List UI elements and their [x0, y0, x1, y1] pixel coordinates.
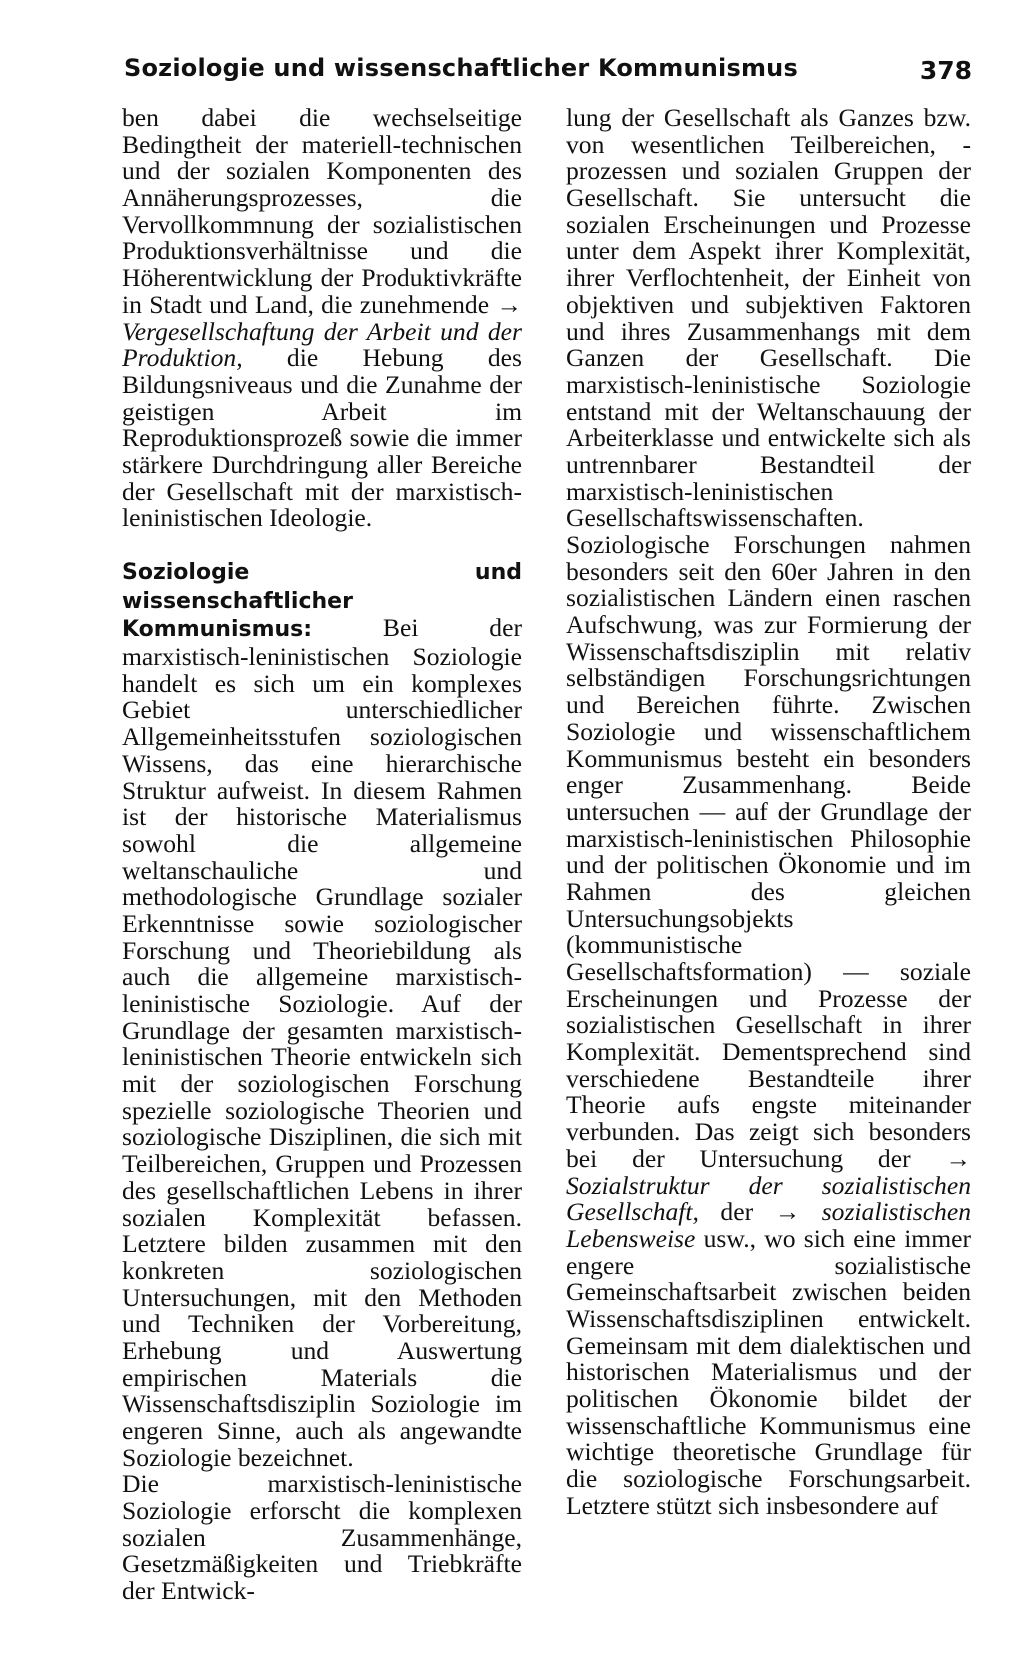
left-column [122, 105, 522, 1605]
paragraph-text: die Hebung des Bildungsniveaus und die Zunahme der geistigen Arbeit im Reproduktionsprozeß sowie die immer stärkere Durchdringung aller Bereiche der Gesellschaft mit der marxistisch-leninistischen Ideologie. [122, 343, 522, 533]
cross-reference: Vergesellschaftung der Arbeit und der Produktion, [122, 316, 522, 373]
paragraph: Die marxistisch-leninistische Soziologie erforscht die komplexen sozialen Zusammenhänge, Gesetzmäßigkeiten und Triebkräfte der Entwick- [122, 1469, 522, 1606]
paragraph-text: usw., wo sich eine immer engere sozialistische Gemeinschaftsarbeit zwischen beiden Wissenschaftsdisziplinen entwickelt. Gemeinsam mit dem dialektischen und historischen Materialismus und der politischen Ökonomie bildet der wissenschaftliche Kommunismus eine wichtige theoretische Grundlage für die soziologische Forschungsarbeit. Letztere stützt sich insbesondere auf [566, 1223, 971, 1520]
paragraph-text: ben dabei die wechselseitige Bedingtheit der materiell-technischen und der sozialen Komponenten des Annäherungsprozesses, die Vervollkommnung der sozialistischen Produktionsverhältnisse und die Höherentwicklung der Produktivkräfte in Stadt und Land, die zunehmende [122, 103, 522, 319]
paragraph-text: lung der Gesellschaft als Ganzes bzw. von wesentlichen Teilbereichen, -prozessen und sozialen Gruppen der Gesellschaft. Sie untersucht die sozialen Erscheinungen und Prozesse unter dem Aspekt ihrer Komplexität, ihrer Verflochtenheit, der Einheit von objektiven und subjektiven Faktoren und ihres Zusammenhangs mit dem Ganzen der Gesellschaft. Die marxistisch-leninistische Soziologie entstand mit der Weltanschauung der Arbeiterklasse und entwickelte sich als untrennbarer Bestandteil der marxistisch-leninistischen Gesellschaftswissenschaften. Soziologische Forschungen nahmen besonders seit den 60er Jahren in den sozialistischen Ländern einen raschen Aufschwung, was zur Formierung der Wissenschaftsdisziplin mit relativ selbständigen Forschungsrichtungen und Bereichen führte. Zwischen Soziologie und wissenschaftlichem Kommunismus besteht ein besonders enger Zusammenhang. Beide untersuchen — auf der Grundlage der marxistisch-leninistischen Philosophie und der politischen Ökonomie und im Rahmen des gleichen Untersuchungsobjekts (kommunistische Gesellschaftsformation) — soziale Erscheinungen und Prozesse der sozialistischen Gesellschaft in ihrer Komplexität. Dementsprechend sind verschiedene Bestandteile ihrer Theorie aufs engste miteinander verbunden. Das zeigt sich besonders bei der Untersuchung der [566, 103, 971, 1173]
entry-headword: Soziologie und wissenschaftlicher Kommunismus: [122, 560, 522, 643]
running-head: Soziologie und wissenschaftlicher Kommunismus [124, 54, 798, 82]
cross-reference-arrow: → [945, 1143, 971, 1173]
entry-text: Bei der marxistisch-leninistischen Soziologie handelt es sich um ein komplexes Gebiet unterschiedlicher Allgemeinheitsstufen soziologischen Wissens, das eine hierarchische Struktur aufweist. In diesem Rahmen ist der historische Materialismus sowohl die allgemeine weltanschauliche und methodologische Grundlage sozialer Erkenntnisse sowie soziologischer Forschung und Theoriebildung als auch die allgemeine marxistisch-leninistische Soziologie. Auf der Grundlage der gesamten marxistisch-leninistischen Theorie entwickeln sich mit der soziologischen Forschung spezielle soziologische Theorien und soziologische Disziplinen, die sich mit Teilbereichen, Gruppen und Prozessen des gesellschaftlichen Lebens in ihrer sozialen Komplexität befassen. Letztere bilden zusammen mit den konkreten soziologischen Untersuchungen, mit den Methoden und Techniken der Vorbereitung, Erhebung und Auswertung empirischen Materials die Wissenschaftsdisziplin Soziologie im engeren Sinne, auch als angewandte Soziologie bezeichnet. [122, 613, 522, 1472]
dictionary-entry [122, 558, 522, 1471]
paragraph-continuation [566, 105, 971, 1519]
cross-reference-arrow: → [496, 289, 522, 319]
paragraph-continuation [122, 105, 522, 532]
cross-reference-arrow: → [774, 1197, 801, 1227]
paragraph-text: der [698, 1197, 775, 1227]
page-number: 378 [919, 56, 972, 85]
cross-reference: Sozialstruktur der sozialistischen Gesellschaft, [566, 1170, 971, 1227]
cross-reference: sozialistischen Lebensweise [566, 1197, 972, 1253]
right-column [566, 105, 971, 1519]
